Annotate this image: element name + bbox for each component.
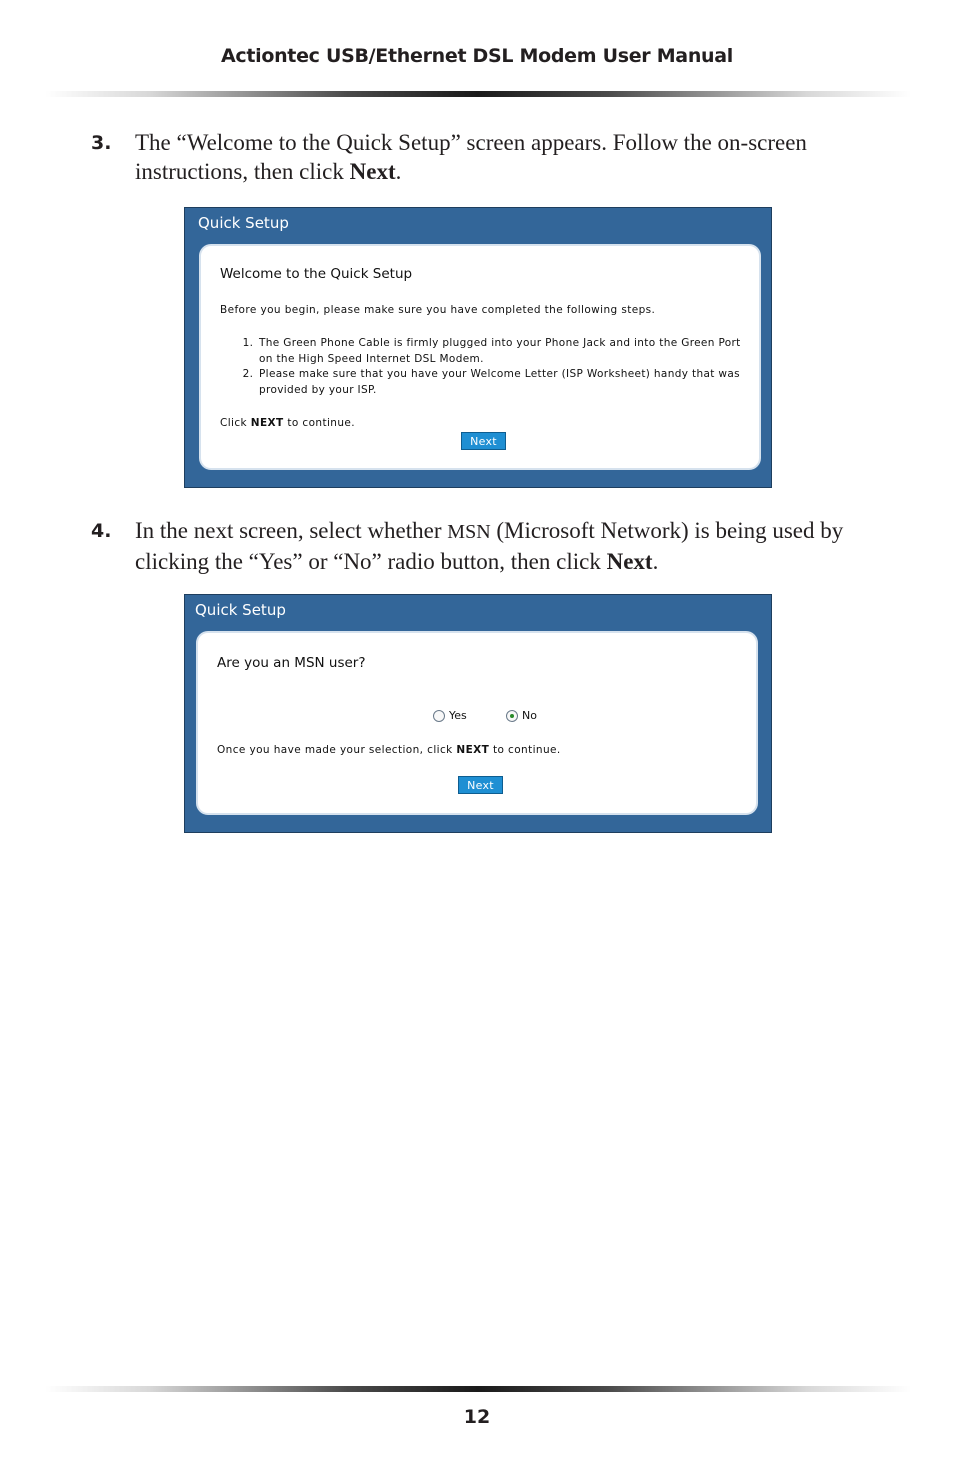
intro-text: Before you begin, please make sure you have completed the following steps. — [220, 304, 656, 316]
content-panel — [196, 631, 758, 815]
radio-no-label: No — [522, 709, 537, 722]
next-emphasis: Next — [349, 159, 396, 184]
continue-instruction: Click NEXT to continue. — [220, 417, 356, 429]
content-panel — [199, 244, 761, 470]
window-title: Quick Setup — [195, 601, 286, 619]
next-emphasis: Next — [606, 549, 653, 574]
list-item: 1. The Green Phone Cable is firmly plugged into your Phone Jack and into the Green Port on the High Speed Internet DSL Modem. — [257, 336, 747, 367]
page-number: 12 — [463, 1406, 491, 1428]
window-title: Quick Setup — [198, 214, 289, 232]
next-button[interactable]: Next — [458, 776, 503, 794]
radio-yes-label: Yes — [449, 709, 467, 722]
radio-no-circle[interactable] — [506, 710, 518, 722]
step-number: 4. — [91, 520, 112, 542]
radio-no[interactable] — [506, 709, 537, 722]
quick-setup-msn-screenshot — [184, 594, 772, 833]
quick-setup-welcome-screenshot — [184, 207, 772, 488]
step-text: In the next screen, select whether MSN (Microsoft Network) is being used by clicking the “Yes” or “No” radio button, then click Next. — [135, 518, 844, 574]
list-item: 2. Please make sure that you have your Welcome Letter (ISP Worksheet) handy that was provided by your ISP. — [257, 367, 747, 398]
step-text: The “Welcome to the Quick Setup” screen appears. Follow the on-screen instructions, then click Next. — [135, 130, 807, 184]
next-button[interactable]: Next — [461, 432, 506, 450]
manual-title: Actiontec USB/Ethernet DSL Modem User Manual — [220, 45, 734, 67]
radio-yes[interactable] — [433, 709, 467, 722]
panel-heading: Welcome to the Quick Setup — [220, 266, 413, 282]
radio-yes-circle[interactable] — [433, 710, 445, 722]
panel-heading: Are you an MSN user? — [217, 655, 366, 671]
header-rule — [45, 91, 911, 97]
checklist — [237, 336, 747, 398]
step-number: 3. — [91, 132, 112, 154]
footer-rule — [45, 1386, 911, 1392]
continue-instruction: Once you have made your selection, click NEXT to continue. — [217, 744, 561, 756]
